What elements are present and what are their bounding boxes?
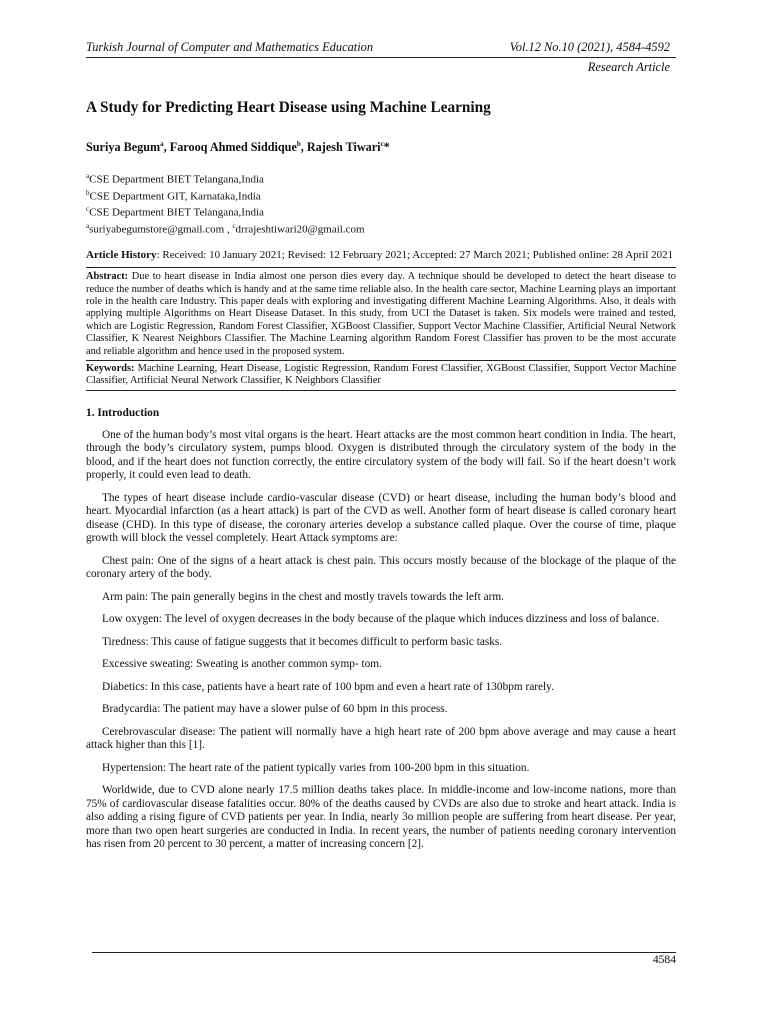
article-history: Article History: Received: 10 January 2021; Revised: 12 February 2021; Accepted: 27 March 2021; Published online: 28 April 2021	[86, 248, 674, 261]
footer-rule	[92, 952, 676, 953]
affiliations	[86, 170, 676, 237]
symptom-paragraph: Tiredness: This cause of fatigue suggests that it becomes difficult to perform basic tasks.	[102, 635, 503, 648]
volume-info: Vol.12 No.10 (2021), 4584-4592	[509, 40, 670, 54]
author: Farooq Ahmed Siddique$^b$,	[169, 140, 307, 155]
email-link[interactable]: suriyabegumstore@gmail.com	[89, 223, 225, 236]
body-paragraph: One of the human body’s most vital organs is the heart. Heart attacks are the most common heart condition in India. The heart, through the body’s circulatory system, pumps blood. Oxygen is distributed through the circulatory system of the body in the blood, and if the heart does not function correctly, the entire circulatory system of the body will fail. So if the heart doesn’t work properly, it could even lead to death.	[86, 428, 676, 482]
author-emails: $^a$suriyabegumstore@gmail.com , $^c$drrajeshtiwari20@gmail.com	[86, 222, 365, 236]
author-list	[86, 137, 676, 154]
author: Rajesh Tiwari$^c$*	[306, 140, 390, 155]
body-paragraph: Worldwide, due to CVD alone nearly 17.5 million deaths takes place. In middle-income and low-income nations, more than 75% of cardiovascular disease fatalities occur. 80% of the deaths caused by CVDs are also due to stroke and heart attack. India is also adding a rising figure of CVD patients per year. In India, nearly 3o million people are suffering from heart disease. Per year, more than two open heart surgeries are conducted in India. In recent years, the number of patients needing coronary intervention has risen from 20 percent to 30 percent, a matter of increasing concern [2].	[86, 784, 676, 851]
symptom-paragraph: Low oxygen: The level of oxygen decreases in the body because of the plaque which induces dizziness and loss of balance.	[102, 613, 660, 626]
symptom-paragraph: Diabetics: In this case, patients have a heart rate of 100 bpm and even a heart rate of 130bpm rarely.	[102, 680, 554, 693]
page-number: 4584	[652, 953, 676, 966]
keywords-bottom-rule	[86, 390, 676, 391]
body-paragraph: The types of heart disease include cardio-vascular disease (CVD) or heart disease, including the human body’s blood and heart. Myocardial infarction (as a heart attack) is part of the CVD as well. Another form of heart disease is called coronary heart disease (CHD). In this type of disease, the coronary arteries develop a substance called plaque. Over the course of time, plaque growth will block the vessel completely. Heart Attack symptoms are:	[86, 491, 676, 545]
paper-content	[86, 99, 676, 852]
paper-title: A Study for Predicting Heart Disease using Machine Learning	[86, 99, 491, 116]
symptom-paragraph: Arm pain: The pain generally begins in the chest and mostly travels towards the left arm.	[102, 590, 504, 603]
email-link[interactable]: drrajeshtiwari20@gmail.com	[235, 223, 365, 236]
header-rule	[86, 57, 676, 58]
section-heading: 1. Introduction	[86, 406, 160, 419]
symptom-paragraph: Cerebrovascular disease: The patient will normally have a high heart rate of 200 bpm above average and may cause a heart attack higher than this [1].	[86, 725, 676, 752]
symptom-paragraph: Hypertension: The heart rate of the patient typically varies from 100-200 bpm in this situation.	[102, 761, 530, 774]
author: Suriya Begum$^a$,	[86, 140, 170, 155]
journal-name: Turkish Journal of Computer and Mathematics Education	[86, 40, 374, 54]
symptom-paragraph: Chest pain: One of the signs of a heart attack is chest pain. This occurs mostly because of the blockage of the plaque of the coronary artery of the body.	[86, 554, 676, 581]
keywords: Keywords: Machine Learning, Heart Disease, Logistic Regression, Random Forest Classifier, XGBoost Classifier, Support Vector Machine Classifier, Artificial Neural Network Classifier, K Neighbors Classifier	[86, 363, 676, 387]
article-type: Research Article	[587, 60, 670, 74]
abstract: Abstract: Due to heart disease in India almost one person dies every day. A technique should be developed to detect the heart disease to reduce the number of deaths which is handy and at the same time reliable also. In the health care sector, Machine Learning plays an important role in the health care Industry. This paper deals with exploring and investigating different Machine Learning Algorithms. Also, it deals with applying multiple Algorithms on Heart Disease Dataset. In this study, from UCI the Dataset is taken. Six models were trained and tested, which are Logistic Regression, Random Forest Classifier, XGBoost Classifier, Support Vector Machine Classifier, Artificial Neural Network Classifier, K Nearest Neighbors Classifier. The Machine Learning algorithm Random Forest Classifier has proven to be the most accurate and reliable algorithm and hence used in the proposed system.	[86, 271, 676, 357]
affiliation: $^a$CSE Department BIET Telangana,India	[86, 172, 264, 186]
affiliation: $^c$CSE Department BIET Telangana,India	[86, 205, 264, 220]
symptom-paragraph: Excessive sweating: Sweating is another common symp- tom.	[102, 658, 382, 671]
affiliation: $^b$CSE Department GIT, Karnataka,India	[86, 188, 261, 203]
symptom-paragraph: Bradycardia: The patient may have a slower pulse of 60 bpm in this process.	[102, 703, 448, 716]
